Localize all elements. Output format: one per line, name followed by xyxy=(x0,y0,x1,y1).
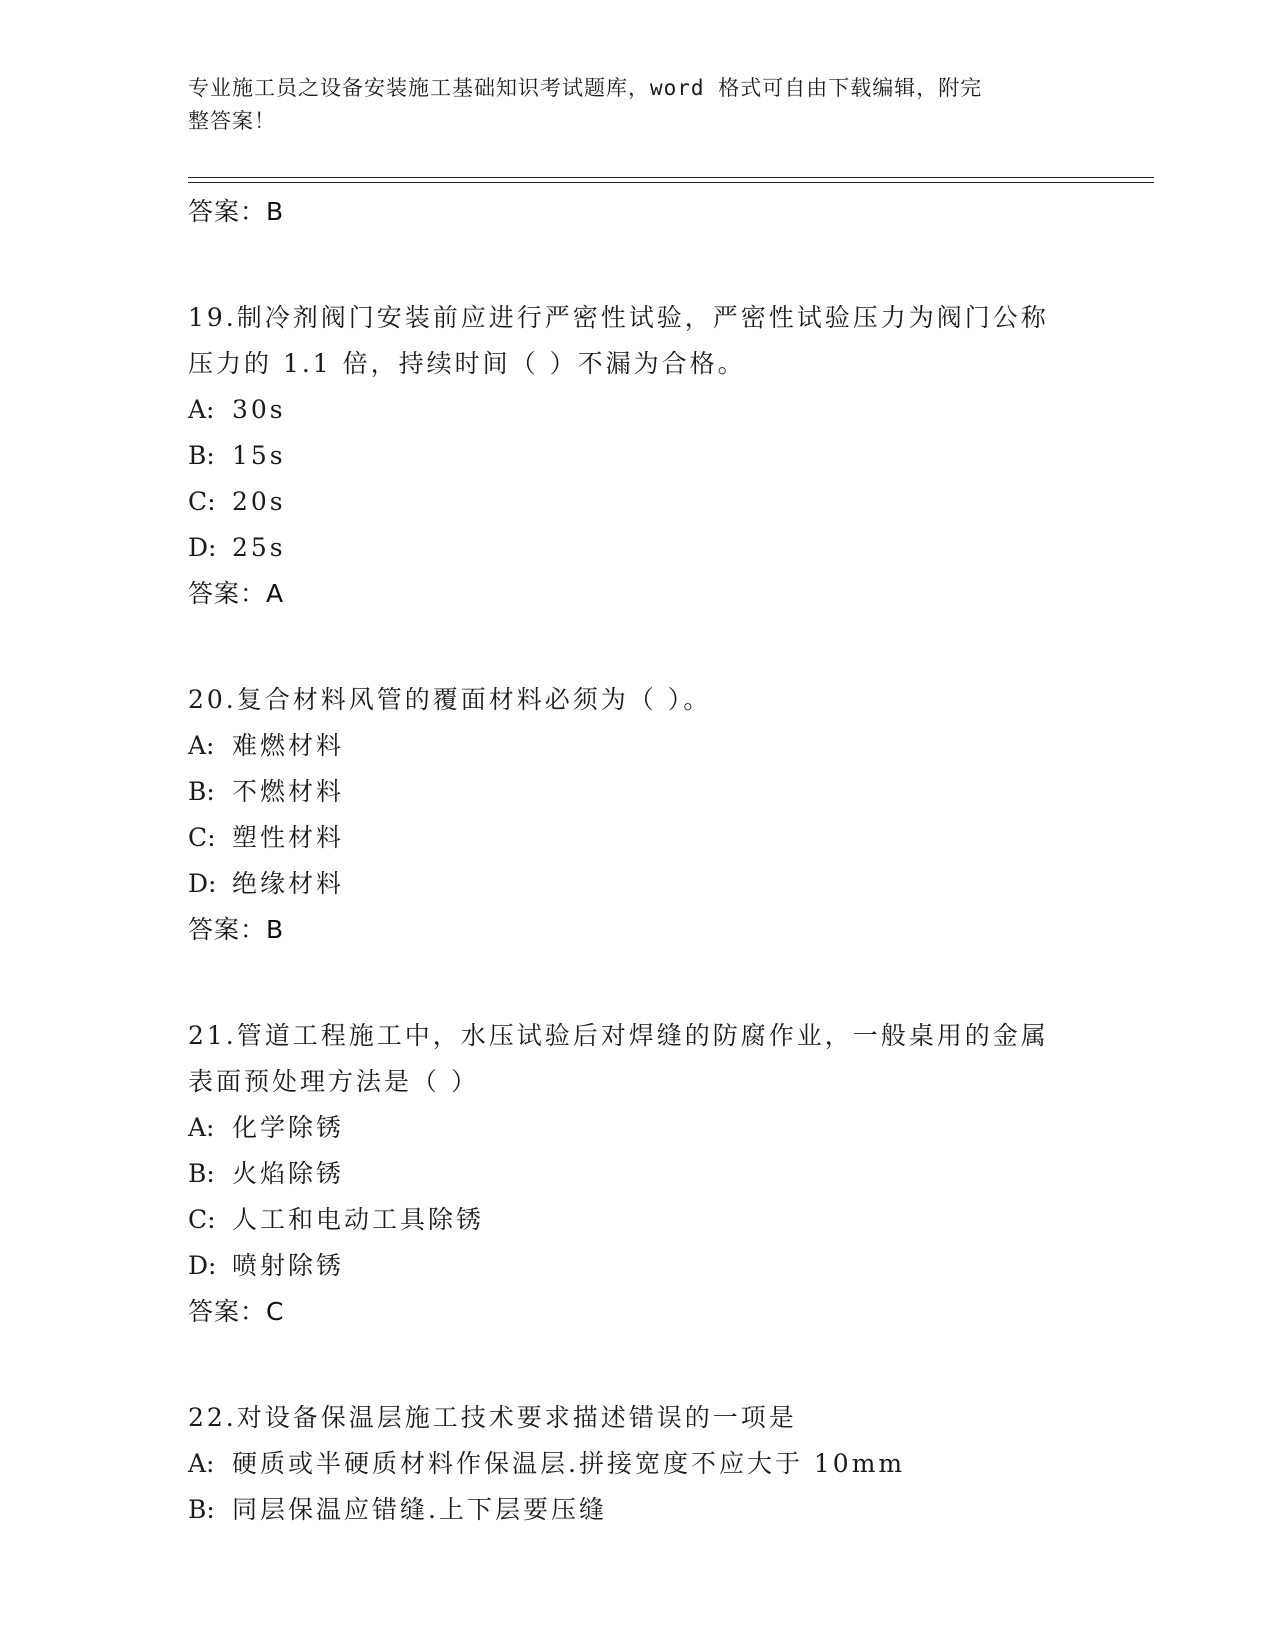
option-a xyxy=(188,1441,1088,1487)
option-text: 人工和电动工具除锈 xyxy=(232,1205,485,1234)
option-a xyxy=(188,723,1088,769)
question-21 xyxy=(188,1013,1088,1335)
answer: 答案：C xyxy=(188,1297,285,1326)
option-key: A: xyxy=(188,395,215,424)
option-b xyxy=(188,433,1088,479)
option-text: 硬质或半硬质材料作保温层.拼接宽度不应大于 10mm xyxy=(232,1449,906,1478)
option-key: B: xyxy=(188,1159,215,1188)
option-key: C: xyxy=(188,1205,216,1234)
question-list xyxy=(188,189,1088,1533)
question-20 xyxy=(188,677,1088,953)
question-text: 21.管道工程施工中，水压试验后对焊缝的防腐作业，一般桌用的金属 xyxy=(188,1021,1049,1050)
option-key: B: xyxy=(188,1495,215,1524)
option-d xyxy=(188,525,1088,571)
option-text: 不燃材料 xyxy=(232,777,345,806)
option-key: D: xyxy=(188,533,217,562)
question-text: 压力的 1.1 倍，持续时间（ ）不漏为合格。 xyxy=(188,349,746,378)
option-key: A: xyxy=(188,1113,215,1142)
option-text: 25s xyxy=(232,533,286,562)
header-rule-bottom xyxy=(188,182,1154,183)
option-key: D: xyxy=(188,1251,217,1280)
option-text: 20s xyxy=(232,487,286,516)
option-text: 30s xyxy=(232,395,286,424)
question-text: 22.对设备保温层施工技术要求描述错误的一项是 xyxy=(188,1403,797,1432)
option-c xyxy=(188,1197,1088,1243)
document-header xyxy=(188,72,1068,138)
option-key: C: xyxy=(188,487,216,516)
option-a xyxy=(188,387,1088,433)
option-b xyxy=(188,1487,1088,1533)
answer: 答案：A xyxy=(188,579,285,608)
option-text: 同层保温应错缝.上下层要压缝 xyxy=(232,1495,607,1524)
question-text: 表面预处理方法是（ ） xyxy=(188,1067,479,1096)
question-22 xyxy=(188,1395,1088,1533)
option-key: B: xyxy=(188,777,215,806)
option-b xyxy=(188,1151,1088,1197)
option-text: 火焰除锈 xyxy=(232,1159,345,1188)
question-19 xyxy=(188,295,1088,617)
option-key: D: xyxy=(188,869,217,898)
option-a xyxy=(188,1105,1088,1151)
option-text: 化学除锈 xyxy=(232,1113,345,1142)
header-line-2: 整答案！ xyxy=(188,109,276,133)
option-d xyxy=(188,1243,1088,1289)
option-c xyxy=(188,479,1088,525)
header-line-1: 专业施工员之设备安装施工基础知识考试题库，word 格式可自由下载编辑，附完 xyxy=(188,76,983,100)
option-c xyxy=(188,815,1088,861)
question-text: 20.复合材料风管的覆面材料必须为（ ）。 xyxy=(188,685,712,714)
option-key: B: xyxy=(188,441,215,470)
option-key: C: xyxy=(188,823,216,852)
option-text: 15s xyxy=(232,441,286,470)
header-rule-top xyxy=(188,177,1154,178)
option-b xyxy=(188,769,1088,815)
question-text: 19.制冷剂阀门安装前应进行严密性试验，严密性试验压力为阀门公称 xyxy=(188,303,1049,332)
answer: 答案：B xyxy=(188,915,285,944)
option-text: 塑性材料 xyxy=(232,823,345,852)
option-key: A: xyxy=(188,1449,215,1478)
option-key: A: xyxy=(188,731,215,760)
option-d xyxy=(188,861,1088,907)
previous-answer: 答案：B xyxy=(188,197,285,226)
option-text: 难燃材料 xyxy=(232,731,345,760)
option-text: 绝缘材料 xyxy=(232,869,345,898)
option-text: 喷射除锈 xyxy=(232,1251,345,1280)
